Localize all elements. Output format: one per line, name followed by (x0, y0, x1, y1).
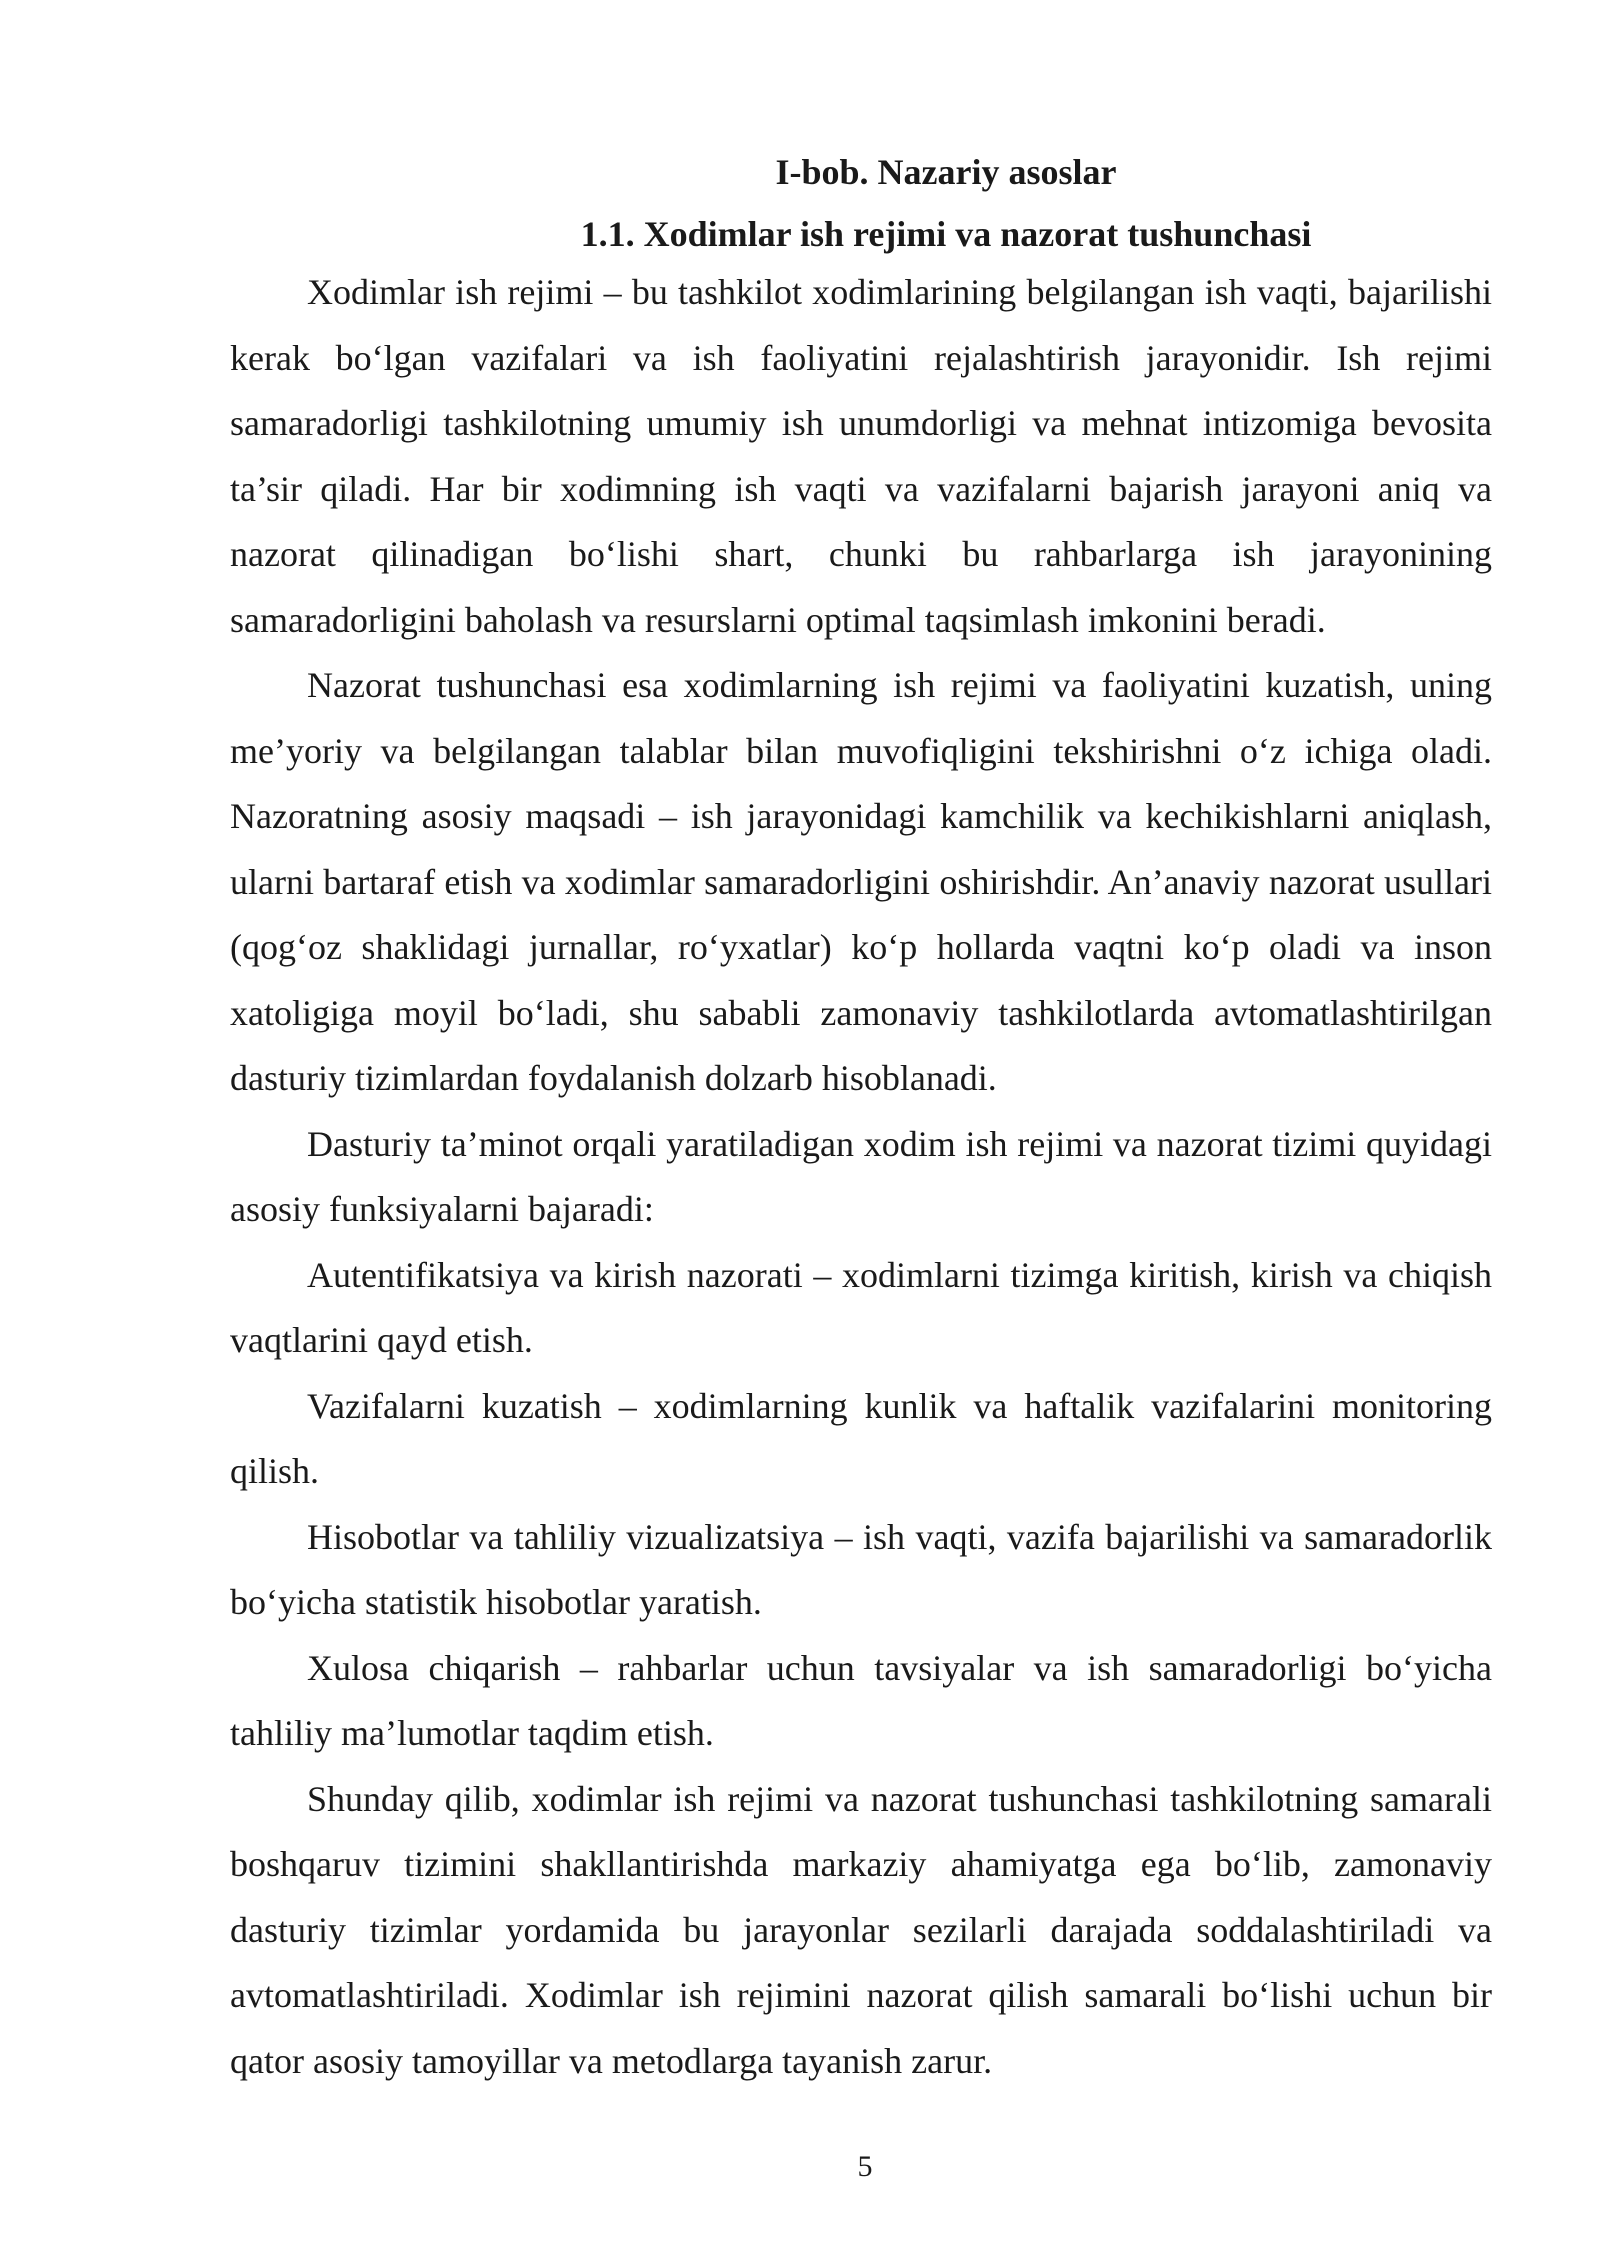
paragraph-function-reports: Hisobotlar va tahliliy vizualizatsiya – ish vaqti, vazifa bajarilishi va samaradorlik bo‘yicha statistik hisobotlar yaratish. (230, 1516, 1492, 1622)
paragraph-functions-intro: Dasturiy ta’minot orqali yaratiladigan xodim ish rejimi va nazorat tizimi quyidagi asosiy funksiyalarni bajaradi: (230, 1123, 1492, 1229)
document-page (230, 150, 1492, 2094)
paragraph-definition: Xodimlar ish rejimi – bu tashkilot xodimlarining belgilangan ish vaqti, bajarilishi kerak bo‘lgan vazifalari va ish faoliyatini rejalashtirish jarayonidir. Ish rejimi samaradorligi tashkilotning umumiy ish unumdorligi va mehnat intizomiga bevosita ta’sir qiladi. Har bir xodimning ish vaqti va vazifalarni bajarish jarayoni aniq va nazorat qilinadigan bo‘lishi shart, chunki bu rahbarlarga ish jarayonining samaradorligini baholash va resurslarni optimal taqsimlash imkonini beradi. (230, 272, 1492, 640)
paragraph-function-authentication: Autentifikatsiya va kirish nazorati – xodimlarni tizimga kiritish, kirish va chiqish vaqtlarini qayd etish. (230, 1254, 1492, 1360)
paragraph-summary: Shunday qilib, xodimlar ish rejimi va nazorat tushunchasi tashkilotning samarali boshqaruv tizimini shakllantirishda markaziy ahamiyatga ega bo‘lib, zamonaviy dasturiy tizimlar yordamida bu jarayonlar sezilarli darajada soddalashtiriladi va avtomatlashtiriladi. Xodimlar ish rejimini nazorat qilish samarali bo‘lishi uchun bir qator asosiy tamoyillar va metodlarga tayanish zarur. (230, 1778, 1492, 2081)
section-title: 1.1. Xodimlar ish rejimi va nazorat tushunchasi (580, 214, 1312, 254)
paragraph-control-concept: Nazorat tushunchasi esa xodimlarning ish rejimi va faoliyatini kuzatish, uning me’yoriy va belgilangan talablar bilan muvofiqligini tekshirishni o‘z ichiga oladi. Nazoratning asosiy maqsadi – ish jarayonidagi kamchilik va kechikishlarni aniqlash, ularni bartaraf etish va xodimlar samaradorligini oshirishdir. An’anaviy nazorat usullari (qog‘oz shaklidagi jurnallar, ro‘yxatlar) ko‘p hollarda vaqtni ko‘p oladi va inson xatoligiga moyil bo‘ladi, shu sababli zamonaviy tashkilotlarda avtomatlashtirilgan dasturiy tizimlardan foydalanish dolzarb hisoblanadi. (230, 665, 1492, 1098)
paragraph-function-task-tracking: Vazifalarni kuzatish – xodimlarning kunlik va haftalik vazifalarini monitoring qilish. (230, 1385, 1492, 1491)
page-number: 5 (857, 2150, 873, 2183)
chapter-title: I-bob. Nazariy asoslar (775, 152, 1117, 192)
paragraph-function-conclusions: Xulosa chiqarish – rahbarlar uchun tavsiyalar va ish samaradorligi bo‘yicha tahliliy ma’lumotlar taqdim etish. (230, 1647, 1492, 1753)
